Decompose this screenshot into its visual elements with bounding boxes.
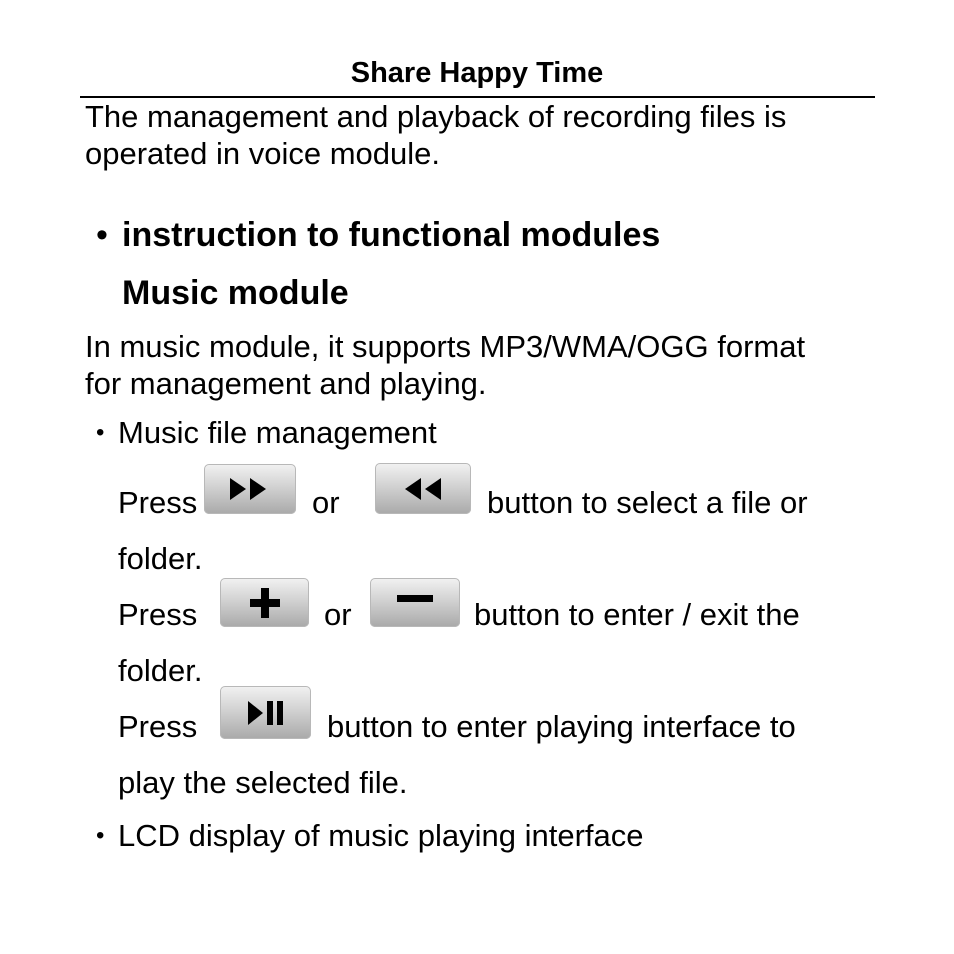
step3-press-text: Press: [118, 709, 198, 744]
play-pause-button[interactable]: [220, 686, 311, 739]
page-header-title: Share Happy Time: [350, 57, 604, 89]
fast-forward-button[interactable]: [204, 464, 296, 514]
plus-icon: [248, 586, 282, 620]
section-subheading: Music module: [122, 274, 349, 312]
music-desc-line-2: for management and playing.: [85, 366, 487, 401]
file-mgmt-bullet: •: [96, 419, 105, 446]
step2-or-text: or: [324, 597, 352, 632]
file-mgmt-label: Music file management: [118, 415, 437, 450]
section-bullet: •: [96, 216, 108, 254]
step1-cont-text: folder.: [118, 541, 203, 576]
step1-press-text: Press: [118, 485, 198, 520]
step3-cont-text: play the selected file.: [118, 765, 408, 800]
plus-button[interactable]: [220, 578, 309, 627]
step2-cont-text: folder.: [118, 653, 203, 688]
step1-or-text: or: [312, 485, 340, 520]
intro-line-2: operated in voice module.: [85, 136, 441, 171]
section-heading: instruction to functional modules: [122, 216, 661, 254]
step3-rest-text: button to enter playing interface to: [327, 709, 796, 744]
play-pause-icon: [244, 698, 288, 728]
step1-rest-text: button to select a file or: [487, 485, 808, 520]
step2-rest-text: button to enter / exit the: [474, 597, 800, 632]
minus-button[interactable]: [370, 578, 460, 627]
intro-line-1: The management and playback of recording files is: [85, 99, 787, 134]
step2-press-text: Press: [118, 597, 198, 632]
fast-forward-icon: [228, 476, 272, 502]
music-desc-line-1: In music module, it supports MP3/WMA/OGG format: [85, 329, 806, 364]
rewind-icon: [401, 476, 445, 502]
rewind-button[interactable]: [375, 463, 471, 514]
lcd-bullet: •: [96, 822, 105, 849]
lcd-label: LCD display of music playing interface: [118, 818, 644, 853]
minus-icon: [395, 586, 435, 620]
